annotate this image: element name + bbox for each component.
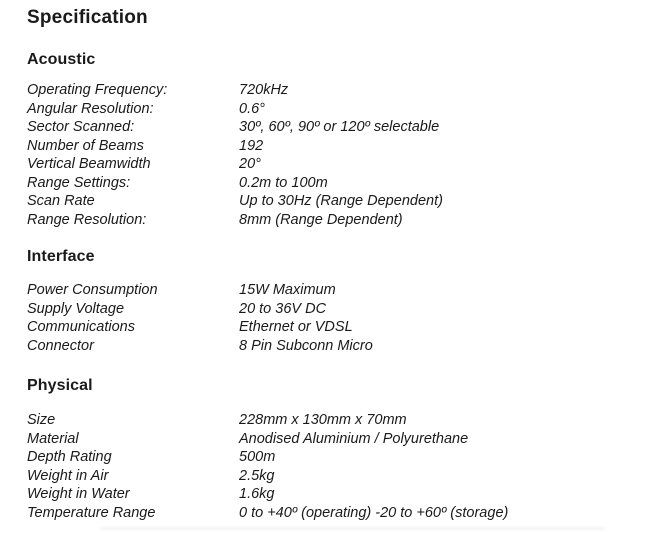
spec-label: Supply Voltage bbox=[27, 300, 125, 317]
spec-label: Operating Frequency: bbox=[27, 82, 168, 98]
spec-row bbox=[27, 467, 639, 486]
spec-value: 20 to 36V DC bbox=[239, 300, 327, 317]
section-heading-physical: Physical bbox=[27, 377, 93, 394]
spec-label: Sector Scanned: bbox=[27, 119, 135, 135]
spec-label: Depth Rating bbox=[27, 449, 112, 465]
spec-label: Temperature Range bbox=[27, 504, 156, 521]
spec-label: Size bbox=[27, 412, 56, 428]
page-title: Specification bbox=[27, 7, 148, 28]
spec-row bbox=[27, 155, 639, 174]
spec-label: Vertical Beamwidth bbox=[27, 156, 151, 172]
spec-row bbox=[27, 281, 639, 300]
spec-rows-acoustic bbox=[27, 81, 639, 229]
spec-label: Weight in Air bbox=[27, 467, 109, 484]
spec-label: Scan Rate bbox=[27, 193, 95, 209]
spec-row bbox=[27, 174, 639, 193]
spec-label: Range Settings: bbox=[27, 174, 131, 191]
spec-value: 1.6kg bbox=[239, 486, 275, 502]
spec-value: 500m bbox=[239, 449, 276, 465]
spec-value: 720kHz bbox=[239, 82, 289, 98]
spec-row bbox=[27, 448, 639, 467]
scan-artifact-line bbox=[100, 527, 605, 530]
spec-value: 192 bbox=[239, 137, 264, 154]
spec-row bbox=[27, 318, 639, 337]
spec-value: 0.2m to 100m bbox=[239, 174, 328, 191]
spec-value: 8 Pin Subconn Micro bbox=[239, 337, 373, 354]
spec-value: 20° bbox=[239, 156, 261, 172]
spec-label: Number of Beams bbox=[27, 137, 144, 154]
spec-row bbox=[27, 430, 639, 449]
spec-row bbox=[27, 118, 639, 137]
spec-value: 228mm x 130mm x 70mm bbox=[239, 412, 407, 428]
spec-value: 0.6° bbox=[239, 100, 265, 117]
spec-label: Communications bbox=[27, 319, 135, 335]
spec-row bbox=[27, 300, 639, 319]
spec-value: 0 to +40º (operating) -20 to +60º (storage) bbox=[239, 504, 509, 521]
spec-row bbox=[27, 81, 639, 100]
section-acoustic bbox=[27, 51, 639, 229]
spec-value: Anodised Aluminium / Polyurethane bbox=[239, 430, 469, 447]
section-heading-interface: Interface bbox=[27, 248, 95, 265]
spec-label: Angular Resolution: bbox=[27, 100, 154, 117]
spec-row bbox=[27, 137, 639, 156]
spec-label: Material bbox=[27, 430, 79, 447]
spec-rows-interface bbox=[27, 281, 639, 355]
spec-value: Up to 30Hz (Range Dependent) bbox=[239, 193, 443, 209]
spec-rows-physical bbox=[27, 411, 639, 522]
spec-row bbox=[27, 504, 639, 523]
spec-row bbox=[27, 337, 639, 356]
spec-value: 30º, 60º, 90º or 120º selectable bbox=[239, 119, 440, 135]
section-interface bbox=[27, 248, 639, 355]
spec-value: Ethernet or VDSL bbox=[239, 319, 353, 335]
spec-label: Range Resolution: bbox=[27, 211, 147, 228]
spec-row bbox=[27, 192, 639, 211]
spec-value: 8mm (Range Dependent) bbox=[239, 211, 403, 228]
spec-row bbox=[27, 211, 639, 230]
spec-row bbox=[27, 485, 639, 504]
section-physical bbox=[27, 377, 639, 522]
spec-value: 15W Maximum bbox=[239, 282, 336, 298]
spec-value: 2.5kg bbox=[239, 467, 275, 484]
spec-label: Weight in Water bbox=[27, 486, 130, 502]
spec-label: Connector bbox=[27, 337, 94, 354]
spec-row bbox=[27, 411, 639, 430]
spec-row bbox=[27, 100, 639, 119]
section-heading-acoustic: Acoustic bbox=[27, 51, 96, 68]
spec-label: Power Consumption bbox=[27, 282, 158, 298]
